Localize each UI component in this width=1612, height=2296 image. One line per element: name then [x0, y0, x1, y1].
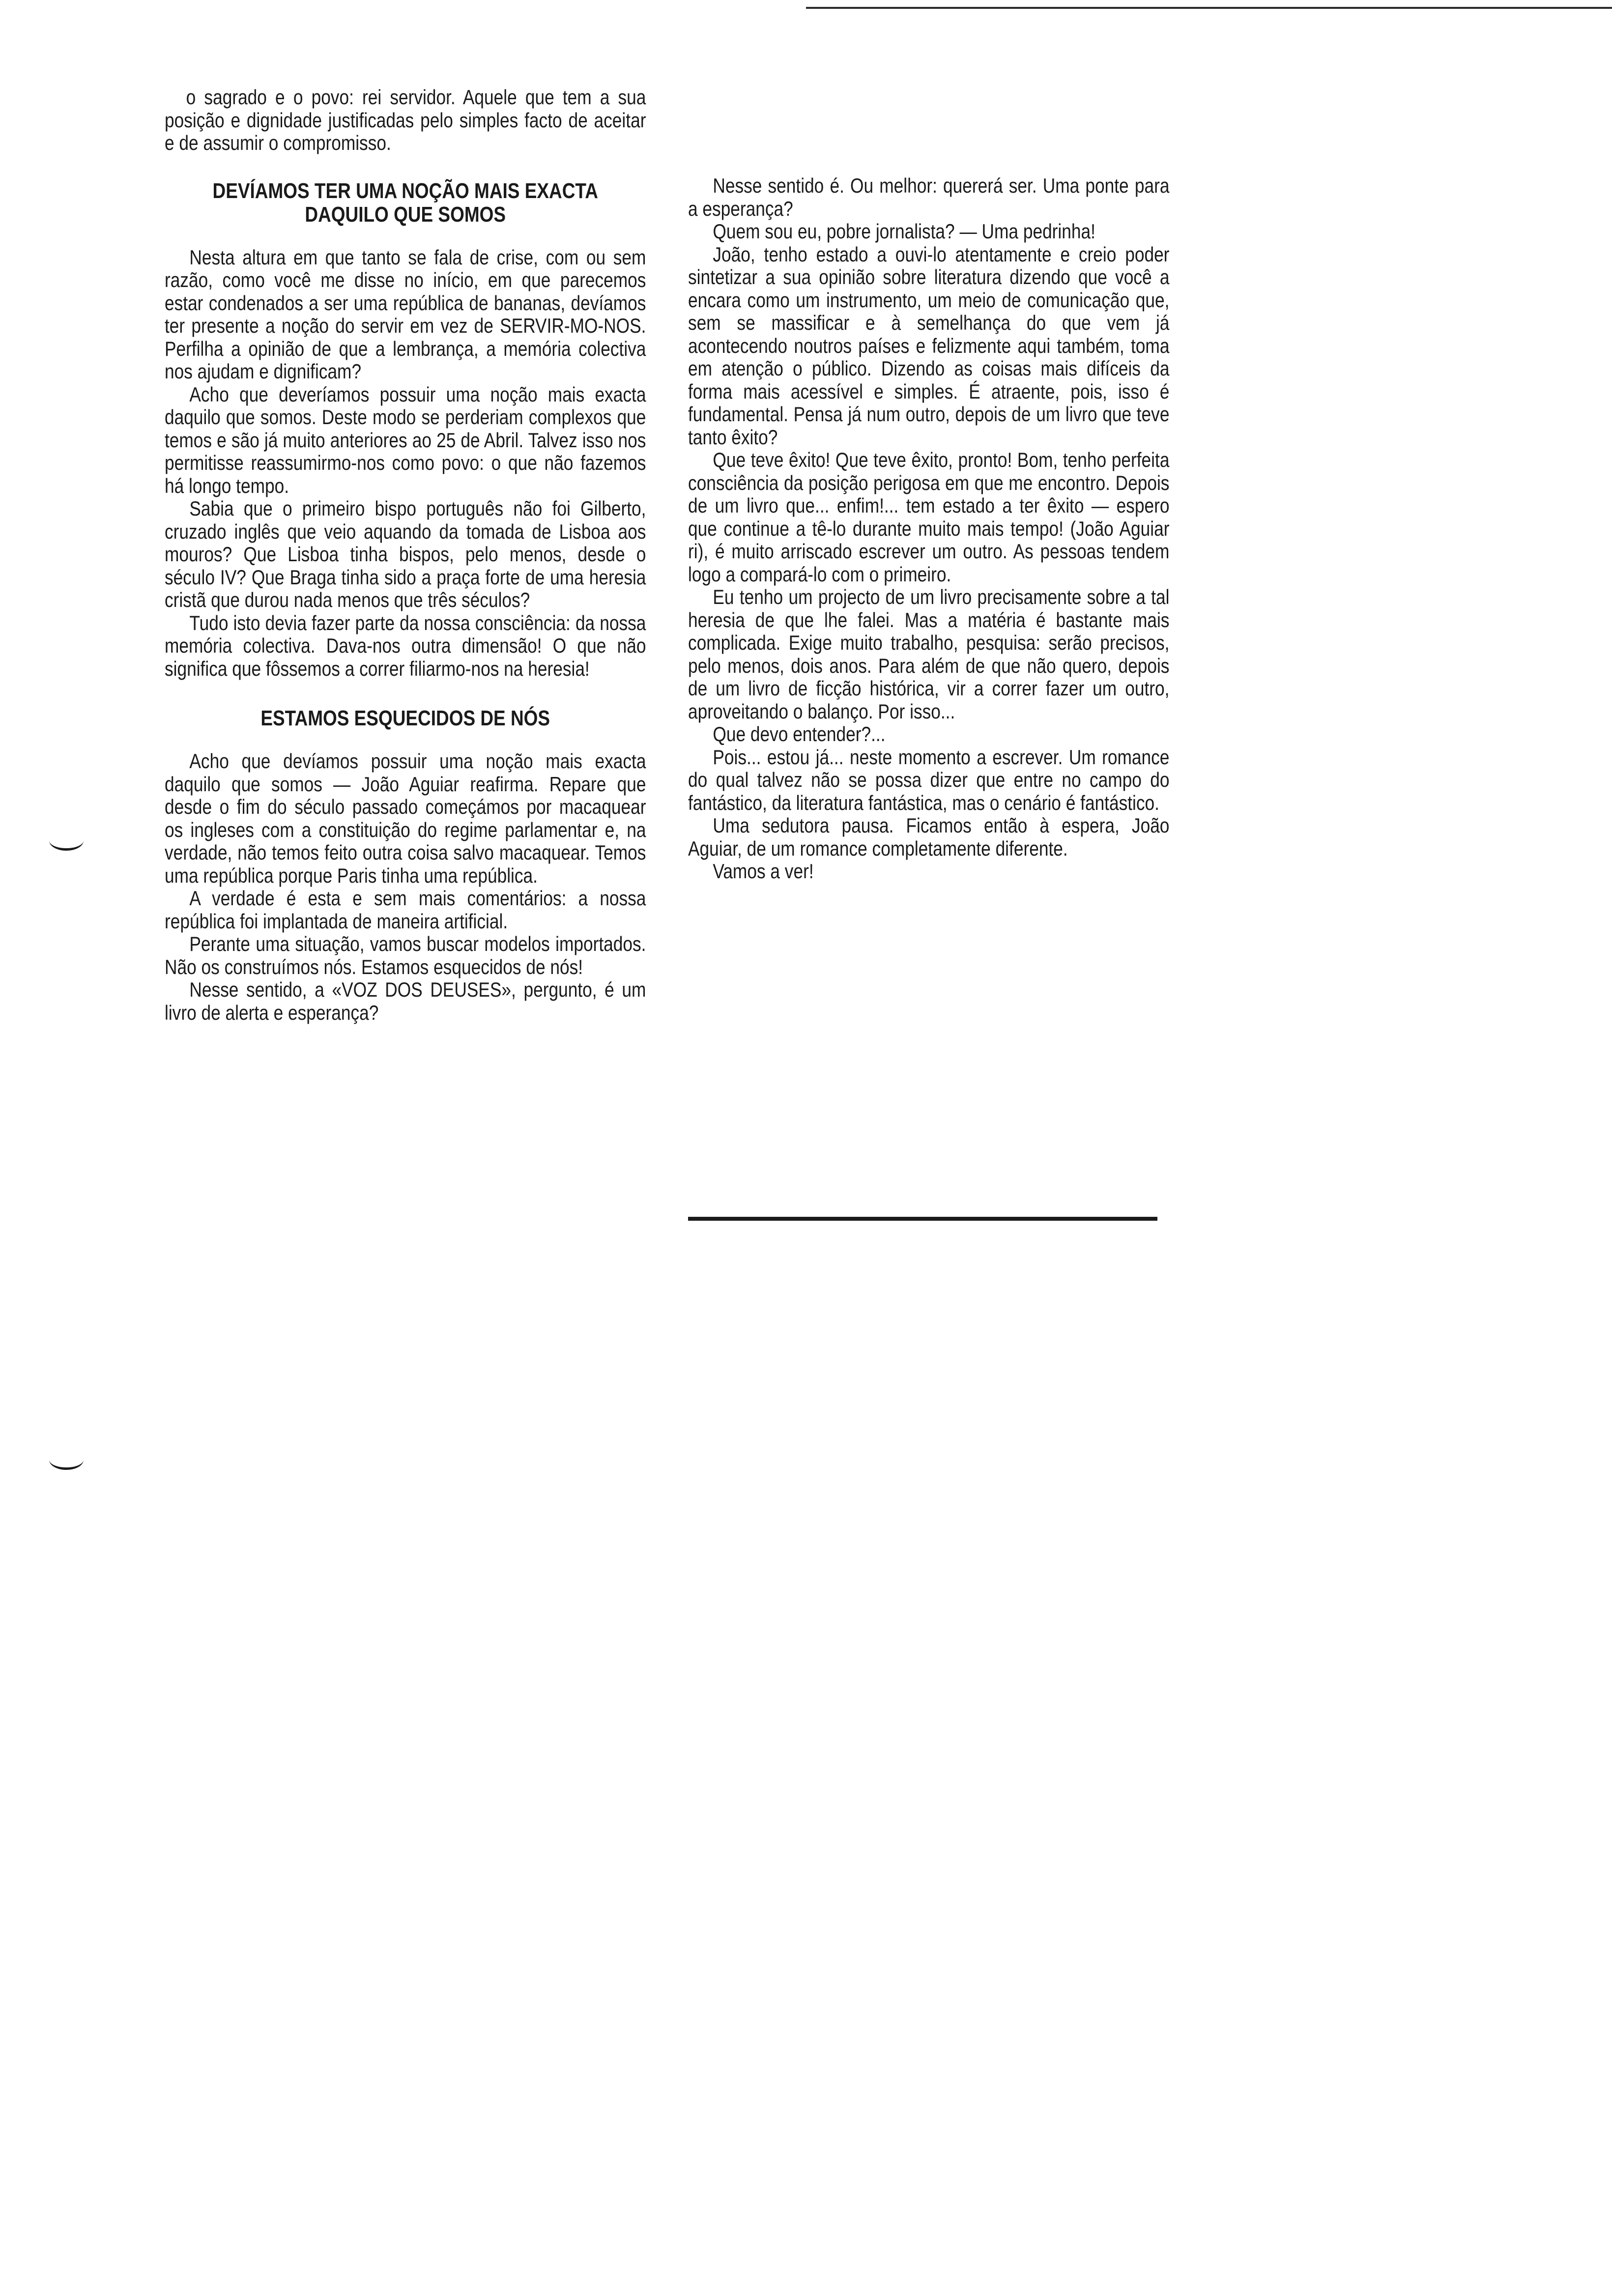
left-column: [165, 86, 646, 1024]
paragraph: Pois... estou já... neste momento a escrever. Um romance do qual talvez não se possa dizer que entre no campo do fantástico, da literatura fantástica, mas o cenário é fantástico.: [688, 745, 1170, 814]
binder-hole-mark: [49, 831, 84, 851]
paragraph: Acho que deveríamos possuir uma noção mais exacta daquilo que somos. Deste modo se perderiam complexos que temos e são já muito anteriores ao 25 de Abril. Talvez isso nos permitisse reassumirmo-nos como povo: o que não fazemos há longo tempo.: [165, 382, 646, 497]
paragraph: Quem sou eu, pobre jornalista? — Uma pedrinha!: [713, 220, 1095, 243]
paragraph: Uma sedutora pausa. Ficamos então à espera, João Aguiar, de um romance completamente diferente.: [688, 814, 1170, 860]
heading-line: ESTAMOS ESQUECIDOS DE NÓS: [260, 706, 550, 730]
paragraph: Nesta altura em que tanto se fala de crise, com ou sem razão, como você me disse no início, em que parecemos estar condenados a ser uma república de bananas, devíamos ter presente a noção do servir em vez de SERVIR-MO-NOS. Perfilha a opinião de que a lembrança, a memória colectiva nos ajudam e dignificam?: [165, 245, 646, 383]
paragraph: Vamos a ver!: [713, 860, 814, 883]
paragraph: Sabia que o primeiro bispo português não foi Gilberto, cruzado inglês que veio aquando da tomada de Lisboa aos mouros? Que Lisboa tinha bispos, pelo menos, desde o século IV? Que Braga tinha sido a praça forte de uma heresia cristã que durou nada menos que três séculos?: [165, 497, 646, 611]
heading-line: DAQUILO QUE SOMOS: [305, 202, 506, 227]
paragraph: Eu tenho um projecto de um livro precisamente sobre a tal heresia de que lhe falei. Mas a matéria é bastante mais complicada. Exige muito trabalho, pesquisa: serão precisos, pelo menos, dois anos. Para além de que não quero, depois de um livro de ficção histórica, vir a correr fazer um outro, aproveitando o balanço. Por isso...: [688, 585, 1170, 723]
article-end-rule: [688, 1217, 1157, 1221]
intro-paragraph: o sagrado e o povo: rei servidor. Aquele que tem a sua posição e dignidade justificadas pelo simples facto de aceitar e de assumir o compromisso.: [165, 86, 646, 154]
paragraph: Que devo entender?...: [713, 722, 886, 746]
paragraph: Perante uma situação, vamos buscar modelos importados. Não os construímos nós. Estamos esquecidos de nós!: [165, 932, 646, 978]
paragraph: Nesse sentido, a «VOZ DOS DEUSES», pergunto, é um livro de alerta e esperança?: [165, 978, 646, 1024]
paragraph: Que teve êxito! Que teve êxito, pronto! Bom, tenho perfeita consciência da posição perigosa em que me encontro. Depois de um livro que... enfim!... tem estado a ter êxito — espero que continue a tê-lo durante muito mais tempo! (João Aguiar ri), é muito arriscado escrever um outro. As pessoas tendem logo a compará-lo com o primeiro.: [688, 448, 1170, 586]
section-esquecidos: [165, 707, 646, 1024]
section-heading: [165, 179, 646, 227]
section-heading: [165, 707, 646, 730]
paragraph: Acho que devíamos possuir uma noção mais exacta daquilo que somos — João Aguiar reafirma. Repare que desde o fim do século passado começámos por macaquear os ingleses com a constituição do regime parlamentar e, na verdade, não temos feito outra coisa salvo macaquear. Temos uma república porque Paris tinha uma república.: [165, 749, 646, 887]
section-devamos: [165, 179, 646, 681]
right-column: [688, 174, 1169, 883]
binder-hole-mark: [49, 1450, 84, 1470]
heading-line: DEVÍAMOS TER UMA NOÇÃO MAIS EXACTA: [212, 178, 598, 203]
paragraph: Nesse sentido é. Ou melhor: quererá ser. Uma ponte para a esperança?: [688, 174, 1170, 220]
top-rule: [806, 7, 1612, 9]
paragraph: A verdade é esta e sem mais comentários: a nossa república foi implantada de maneira artificial.: [165, 887, 646, 933]
paragraph: Tudo isto devia fazer parte da nossa consciência: da nossa memória colectiva. Dava-nos outra dimensão! O que não significa que fôssemos a correr filiarmo-nos na heresia!: [165, 611, 646, 680]
paragraph: João, tenho estado a ouvi-lo atentamente e creio poder sintetizar a sua opinião sobre literatura dizendo que você a encara como um instrumento, um meio de comunicação que, sem se massificar e à semelhança do que vem já acontecendo noutros países e felizmente aqui também, toma em atenção o público. Dizendo as coisas mais difíceis da forma mais acessível e simples. É atraente, pois, isso é fundamental. Pensa já num outro, depois de um livro que teve tanto êxito?: [688, 242, 1170, 449]
